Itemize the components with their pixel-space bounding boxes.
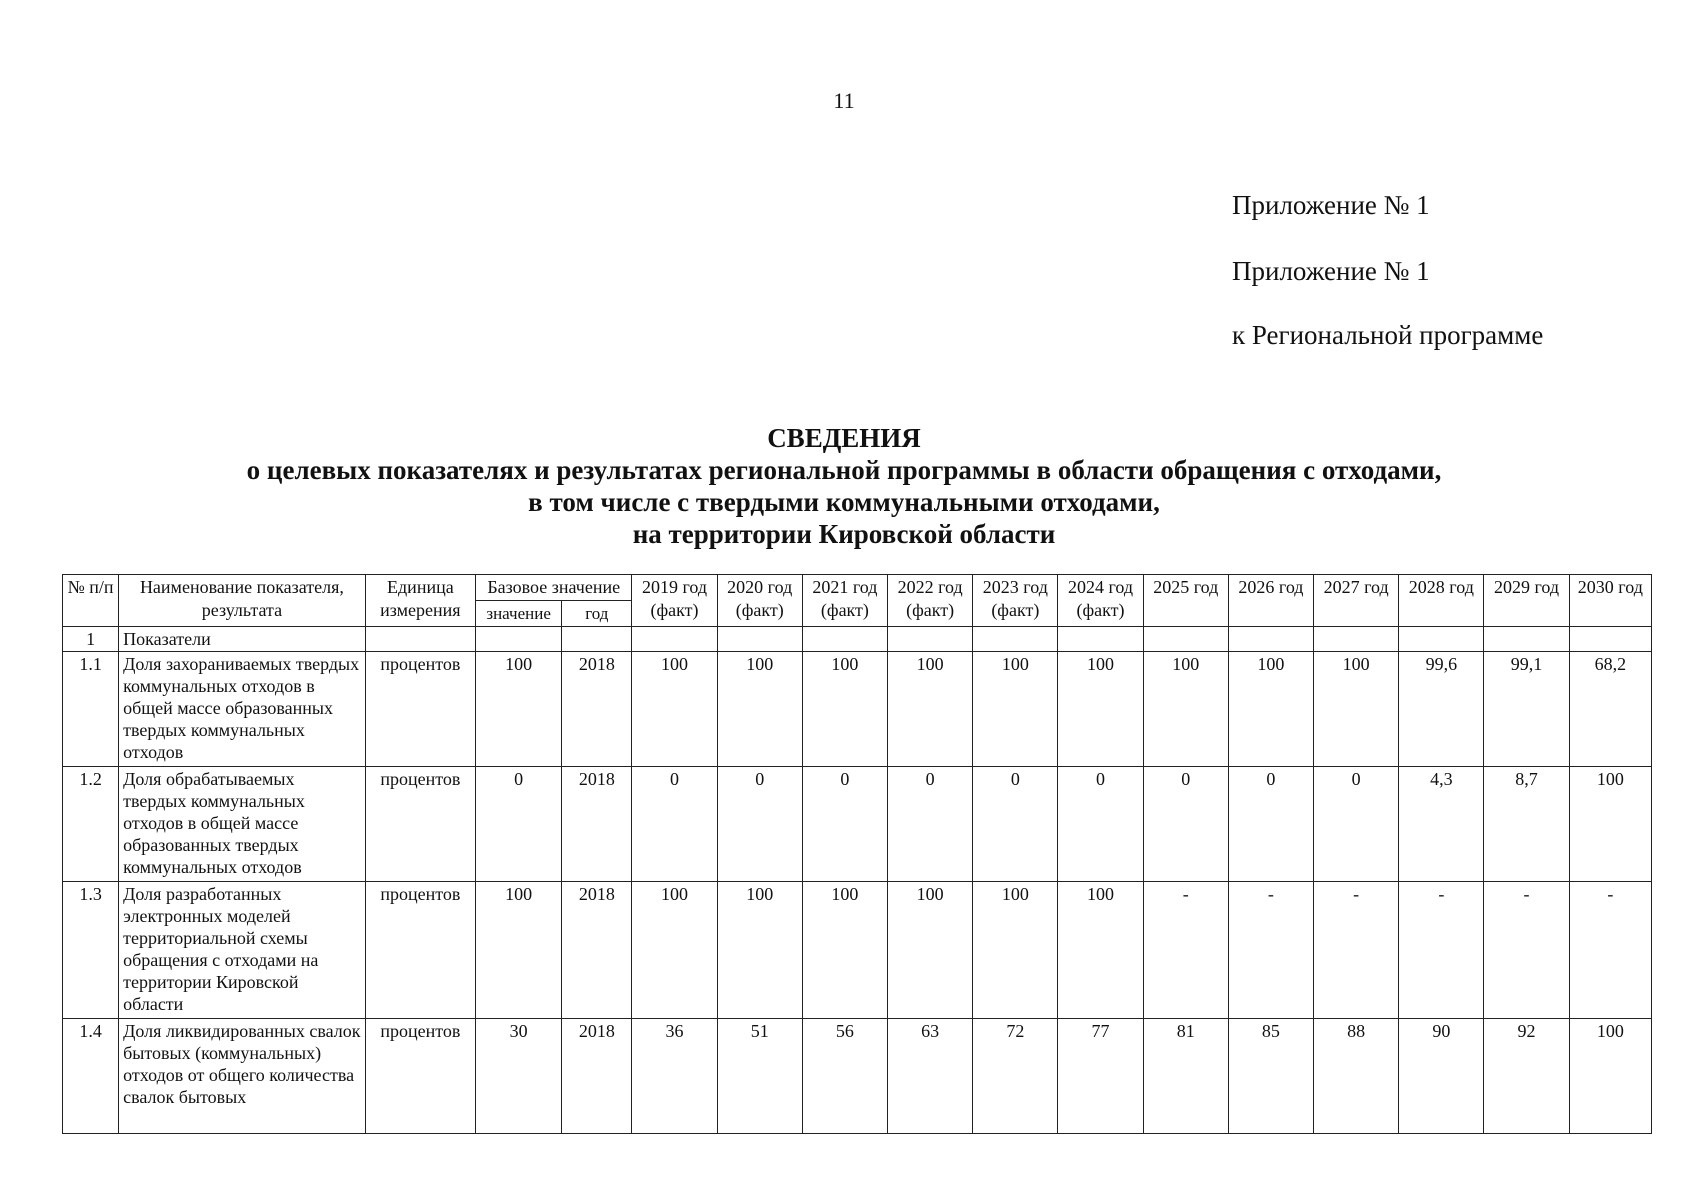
appendix-program-ref: к Региональной программе — [1232, 320, 1544, 350]
row-year-value: 85 — [1228, 1019, 1313, 1134]
table-row — [63, 767, 1652, 882]
row-base-value: 0 — [476, 767, 562, 882]
row-year-value: 68,2 — [1569, 652, 1651, 767]
row-year-value: 100 — [1143, 652, 1228, 767]
row-year-value: 100 — [802, 882, 887, 1019]
col-header-year: 2030 год — [1569, 575, 1651, 627]
col-header-year: 2027 год — [1314, 575, 1399, 627]
row-year-value: 100 — [1058, 882, 1143, 1019]
row-year-value: - — [1228, 882, 1313, 1019]
section-num: 1 — [63, 627, 119, 652]
row-unit: процентов — [365, 1019, 475, 1134]
row-year-value: 0 — [973, 767, 1058, 882]
table-row — [63, 882, 1652, 1019]
row-year-value: 100 — [973, 882, 1058, 1019]
col-header-base: Базовое значение — [476, 575, 632, 601]
indicators-table — [62, 574, 1652, 1134]
row-year-value: - — [1314, 882, 1399, 1019]
row-year-value: 0 — [717, 767, 802, 882]
appendix-label-repeat: Приложение № 1 — [1232, 256, 1430, 286]
appendix-label: Приложение № 1 — [1232, 190, 1430, 220]
row-year-value: 100 — [632, 652, 717, 767]
row-unit: процентов — [365, 767, 475, 882]
row-year-value: 100 — [1569, 1019, 1651, 1134]
row-year-value: 92 — [1484, 1019, 1569, 1134]
row-base-value: 30 — [476, 1019, 562, 1134]
col-header-year: 2029 год — [1484, 575, 1569, 627]
col-header-year: 2019 год (факт) — [632, 575, 717, 627]
row-year-value: 100 — [1058, 652, 1143, 767]
table-row — [63, 652, 1652, 767]
row-base-year: 2018 — [562, 652, 632, 767]
title-subline-2: в том числе с твердыми коммунальными отходами, — [528, 487, 1160, 517]
col-header-year: 2022 год (факт) — [888, 575, 973, 627]
title-subline-3: на территории Кировской области — [632, 519, 1056, 549]
section-label: Показатели — [119, 627, 366, 652]
page-number: 11 — [833, 88, 855, 113]
row-year-value: 99,1 — [1484, 652, 1569, 767]
row-year-value: 51 — [717, 1019, 802, 1134]
col-header-year: 2028 год — [1399, 575, 1484, 627]
row-year-value: 99,6 — [1399, 652, 1484, 767]
col-header-year: 2024 год (факт) — [1058, 575, 1143, 627]
row-year-value: 100 — [888, 652, 973, 767]
row-year-value: 0 — [802, 767, 887, 882]
row-year-value: 0 — [1314, 767, 1399, 882]
row-year-value: 8,7 — [1484, 767, 1569, 882]
col-header-base-year: год — [562, 601, 632, 627]
col-header-year: 2023 год (факт) — [973, 575, 1058, 627]
row-year-value: 100 — [717, 652, 802, 767]
row-year-value: 0 — [632, 767, 717, 882]
row-year-value: 100 — [1569, 767, 1651, 882]
row-num: 1.3 — [63, 882, 119, 1019]
col-header-year: 2021 год (факт) — [802, 575, 887, 627]
col-header-year: 2025 год — [1143, 575, 1228, 627]
row-indicator-name: Доля обрабатываемых твердых коммунальных отходов в общей массе образованных твердых коммунальных отходов — [119, 767, 366, 882]
col-header-base-value: значение — [476, 601, 562, 627]
row-year-value: - — [1143, 882, 1228, 1019]
header-row — [63, 575, 1652, 601]
row-year-value: - — [1569, 882, 1651, 1019]
row-num: 1.2 — [63, 767, 119, 882]
row-year-value: 0 — [1228, 767, 1313, 882]
section-row — [63, 627, 1652, 652]
col-header-name: Наименование показателя, результата — [119, 575, 366, 627]
row-year-value: 100 — [632, 882, 717, 1019]
col-header-unit: Единица измерения — [365, 575, 475, 627]
row-base-value: 100 — [476, 652, 562, 767]
row-indicator-name: Доля разработанных электронных моделей территориальной схемы обращения с отходами на территории Кировской области — [119, 882, 366, 1019]
row-year-value: 81 — [1143, 1019, 1228, 1134]
row-unit: процентов — [365, 882, 475, 1019]
row-year-value: 63 — [888, 1019, 973, 1134]
row-year-value: 90 — [1399, 1019, 1484, 1134]
row-year-value: 0 — [888, 767, 973, 882]
row-year-value: 0 — [1143, 767, 1228, 882]
row-year-value: 100 — [1314, 652, 1399, 767]
row-base-year: 2018 — [562, 882, 632, 1019]
row-year-value: 88 — [1314, 1019, 1399, 1134]
row-year-value: 100 — [717, 882, 802, 1019]
row-year-value: 77 — [1058, 1019, 1143, 1134]
row-base-year: 2018 — [562, 1019, 632, 1134]
document-title — [0, 422, 1688, 550]
row-num: 1.1 — [63, 652, 119, 767]
col-header-num: № п/п — [63, 575, 119, 627]
row-year-value: 36 — [632, 1019, 717, 1134]
row-num: 1.4 — [63, 1019, 119, 1134]
row-year-value: 100 — [973, 652, 1058, 767]
row-year-value: 100 — [888, 882, 973, 1019]
col-header-year: 2020 год (факт) — [717, 575, 802, 627]
row-year-value: 72 — [973, 1019, 1058, 1134]
table-row — [63, 1019, 1652, 1134]
row-indicator-name: Доля захораниваемых твердых коммунальных отходов в общей массе образованных твердых коммунальных отходов — [119, 652, 366, 767]
row-indicator-name: Доля ликвидированных свалок бытовых (коммунальных) отходов от общего количества свалок бытовых — [119, 1019, 366, 1134]
row-year-value: 0 — [1058, 767, 1143, 882]
row-unit: процентов — [365, 652, 475, 767]
col-header-year: 2026 год — [1228, 575, 1313, 627]
title-subline-1: о целевых показателях и результатах региональной программы в области обращения с отходами, — [246, 455, 1442, 485]
row-year-value: 100 — [802, 652, 887, 767]
row-year-value: 4,3 — [1399, 767, 1484, 882]
row-year-value: - — [1399, 882, 1484, 1019]
row-base-value: 100 — [476, 882, 562, 1019]
row-year-value: 100 — [1228, 652, 1313, 767]
row-year-value: - — [1484, 882, 1569, 1019]
row-year-value: 56 — [802, 1019, 887, 1134]
title-main: СВЕДЕНИЯ — [767, 423, 921, 453]
row-base-year: 2018 — [562, 767, 632, 882]
